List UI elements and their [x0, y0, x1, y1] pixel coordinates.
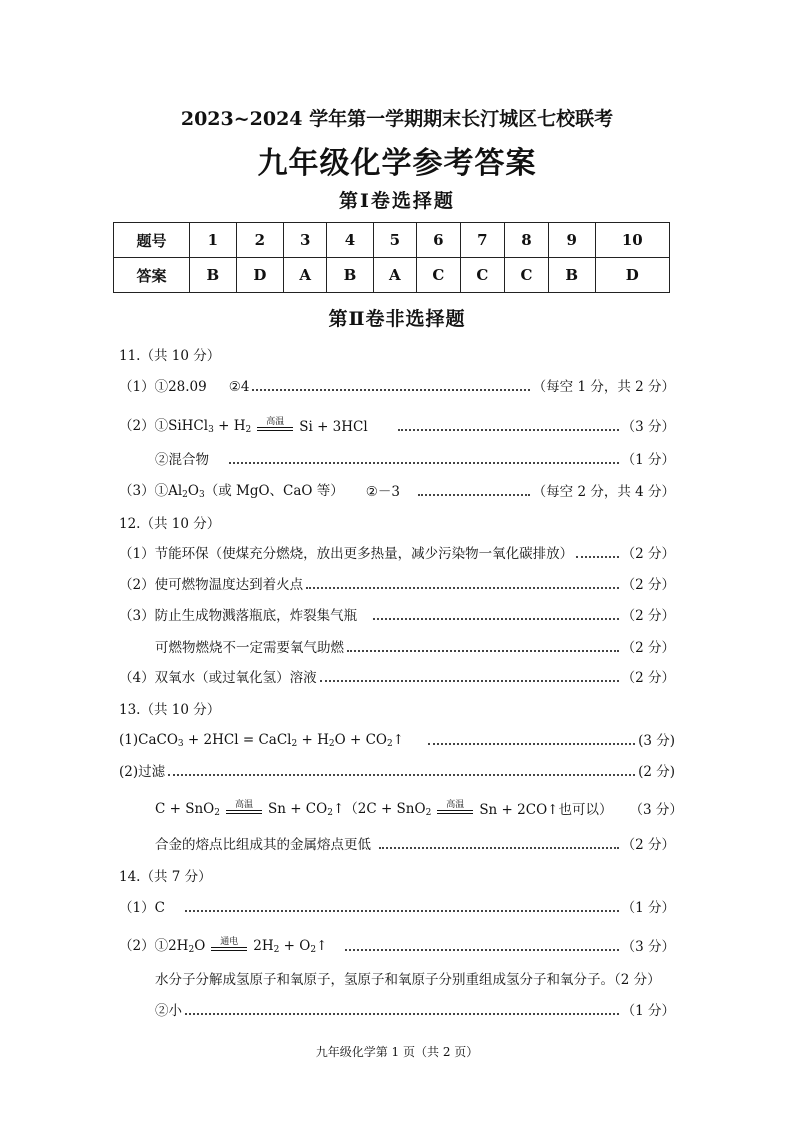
answer-line: [119, 446, 675, 468]
answer-cell: A: [284, 258, 327, 293]
answer-line: [119, 413, 675, 435]
score-text: (3 分): [638, 733, 675, 749]
question-12-heading: [119, 510, 675, 532]
question-number-cell: 1: [190, 223, 237, 258]
equation-text: Sn + 2CO↑也可以）: [479, 802, 613, 818]
score-text: （2 分）: [621, 640, 675, 656]
equation-text: $(2)①2H_2O$: [119, 938, 206, 955]
table-row-answers: [114, 258, 670, 293]
equation-text: （2）①SiHCl$_3$ + $H_2$: [119, 418, 252, 435]
score-text: （2 分）: [621, 837, 675, 853]
leader-dots: [252, 377, 529, 391]
score-text: （2 分）: [621, 546, 675, 562]
score-text: （每空 1 分，共 2 分）: [532, 379, 675, 395]
answer-text: ②小: [155, 1003, 182, 1019]
answer-text: （2）使可燃物温度达到着火点: [119, 577, 304, 593]
answer-text: （1）节能环保（使煤充分燃烧，放出更多热量，减少污染物一氧化碳排放）: [119, 546, 574, 562]
answer-text: ②－3: [365, 484, 400, 500]
score-text: （3 分）: [629, 802, 683, 818]
question-number-cell: 8: [504, 223, 548, 258]
answer-line: [119, 831, 675, 853]
answer-line: [119, 602, 675, 624]
exam-title: 2023~2024 学年第一学期期末长汀城区七校联考: [180, 108, 614, 130]
reaction-condition: 通电: [211, 938, 247, 955]
reaction-condition: 高温: [226, 801, 262, 818]
question-heading-text: 12.（共 10 分）: [119, 516, 221, 532]
leader-dots: [320, 668, 619, 682]
answer-table: [113, 222, 670, 293]
equation-text: $Sn + CO_2↑(2C + SnO_2$: [267, 801, 432, 818]
equation-text: $2H_2$ + $O_2↑$: [253, 938, 328, 955]
question-number-cell: 9: [548, 223, 595, 258]
question-heading-text: 14.（共 7 分）: [119, 869, 212, 885]
leader-dots: [185, 1001, 619, 1015]
question-number-cell: 4: [327, 223, 374, 258]
leader-dots: [398, 417, 619, 431]
leader-dots: [373, 606, 619, 620]
answer-text: 水分子分解成氢原子和氧原子，氢原子和氧原子分别重组成氢分子和氧分子。（2 分）: [155, 972, 661, 988]
leader-dots: [347, 638, 619, 652]
answer-text: （1）①28.09: [119, 379, 207, 395]
answer-text: ②混合物: [155, 452, 209, 468]
question-14-heading: [119, 863, 675, 885]
answer-line: [119, 634, 675, 656]
table-row-numbers: [114, 223, 670, 258]
answer-line: [119, 478, 675, 500]
equation-product: Si + 3HCl: [299, 419, 368, 435]
answer-line: [119, 758, 675, 780]
answer-line: [119, 796, 683, 818]
question-number-cell: 6: [416, 223, 460, 258]
answer-cell: B: [190, 258, 237, 293]
question-number-cell: 7: [460, 223, 504, 258]
question-11-heading: [119, 342, 675, 364]
answer-line: [119, 894, 675, 916]
answer-cell: C: [416, 258, 460, 293]
answer-text: ②4: [228, 379, 250, 395]
score-text: （1 分）: [621, 1003, 675, 1019]
answer-line: [119, 933, 675, 955]
section-title-choice: 第Ⅰ卷选择题: [339, 190, 455, 212]
answer-cell: D: [236, 258, 284, 293]
score-text: （2 分）: [621, 577, 675, 593]
answer-line: [119, 540, 675, 562]
answer-text: 可燃物燃烧不一定需要氧气助燃: [155, 640, 344, 656]
answer-text: （1）C: [119, 900, 165, 916]
question-number-cell: 3: [284, 223, 327, 258]
table-header-cell: 答案: [114, 258, 190, 293]
answer-line: [119, 571, 675, 593]
score-text: （3 分）: [621, 939, 675, 955]
section-title-nonchoice: 第Ⅱ卷非选择题: [328, 308, 466, 330]
equation-text: C + SnO$_2$: [155, 801, 220, 818]
leader-dots: [576, 544, 619, 558]
reaction-condition: 高温: [257, 418, 293, 435]
answer-cell: D: [595, 258, 669, 293]
answer-cell: B: [327, 258, 374, 293]
leader-dots: [306, 575, 619, 589]
score-text: (2 分): [638, 764, 675, 780]
answer-line: [119, 966, 675, 988]
score-text: （1 分）: [621, 900, 675, 916]
answer-cell: B: [548, 258, 595, 293]
answer-cell: A: [373, 258, 416, 293]
page-footer: 九年级化学第 1 页（共 2 页）: [315, 1045, 479, 1059]
equation-text: (1)CaCO$_3$ + 2HCl = CaCl$_2$ + $H_2O$ + $CO_2↑$: [119, 732, 405, 749]
question-heading-text: 11.（共 10 分）: [119, 348, 221, 364]
leader-dots: [428, 731, 635, 745]
answer-line: [119, 727, 675, 749]
answer-cell: C: [460, 258, 504, 293]
reaction-condition: 高温: [437, 801, 473, 818]
leader-dots: [345, 937, 618, 951]
answer-cell: C: [504, 258, 548, 293]
score-text: （2 分）: [621, 670, 675, 686]
answer-text: (2)过滤: [119, 764, 166, 780]
answer-text: （3）防止生成物溅落瓶底，炸裂集气瓶: [119, 608, 358, 624]
question-number-cell: 2: [236, 223, 284, 258]
score-text: （2 分）: [621, 608, 675, 624]
answer-text: （4）双氧水（或过氧化氢）溶液: [119, 670, 317, 686]
answer-line: [119, 997, 675, 1019]
leader-dots: [418, 482, 530, 496]
answer-text: 合金的熔点比组成其的金属熔点更低: [155, 837, 371, 853]
answer-line: [119, 373, 675, 395]
question-heading-text: 13.（共 10 分）: [119, 702, 221, 718]
answer-text: $(3)①Al_2O_3$（或 MgO、CaO 等）: [119, 483, 344, 500]
leader-dots: [185, 898, 619, 912]
leader-dots: [379, 835, 619, 849]
question-number-cell: 5: [373, 223, 416, 258]
question-13-heading: [119, 696, 675, 718]
document-title: 九年级化学参考答案: [257, 146, 537, 181]
table-header-cell: 题号: [114, 223, 190, 258]
answer-line: [119, 664, 675, 686]
score-text: （每空 2 分，共 4 分）: [532, 484, 675, 500]
question-number-cell: 10: [595, 223, 669, 258]
score-text: （1 分）: [621, 452, 675, 468]
score-text: （3 分）: [621, 419, 675, 435]
leader-dots: [229, 450, 619, 464]
leader-dots: [168, 762, 635, 776]
